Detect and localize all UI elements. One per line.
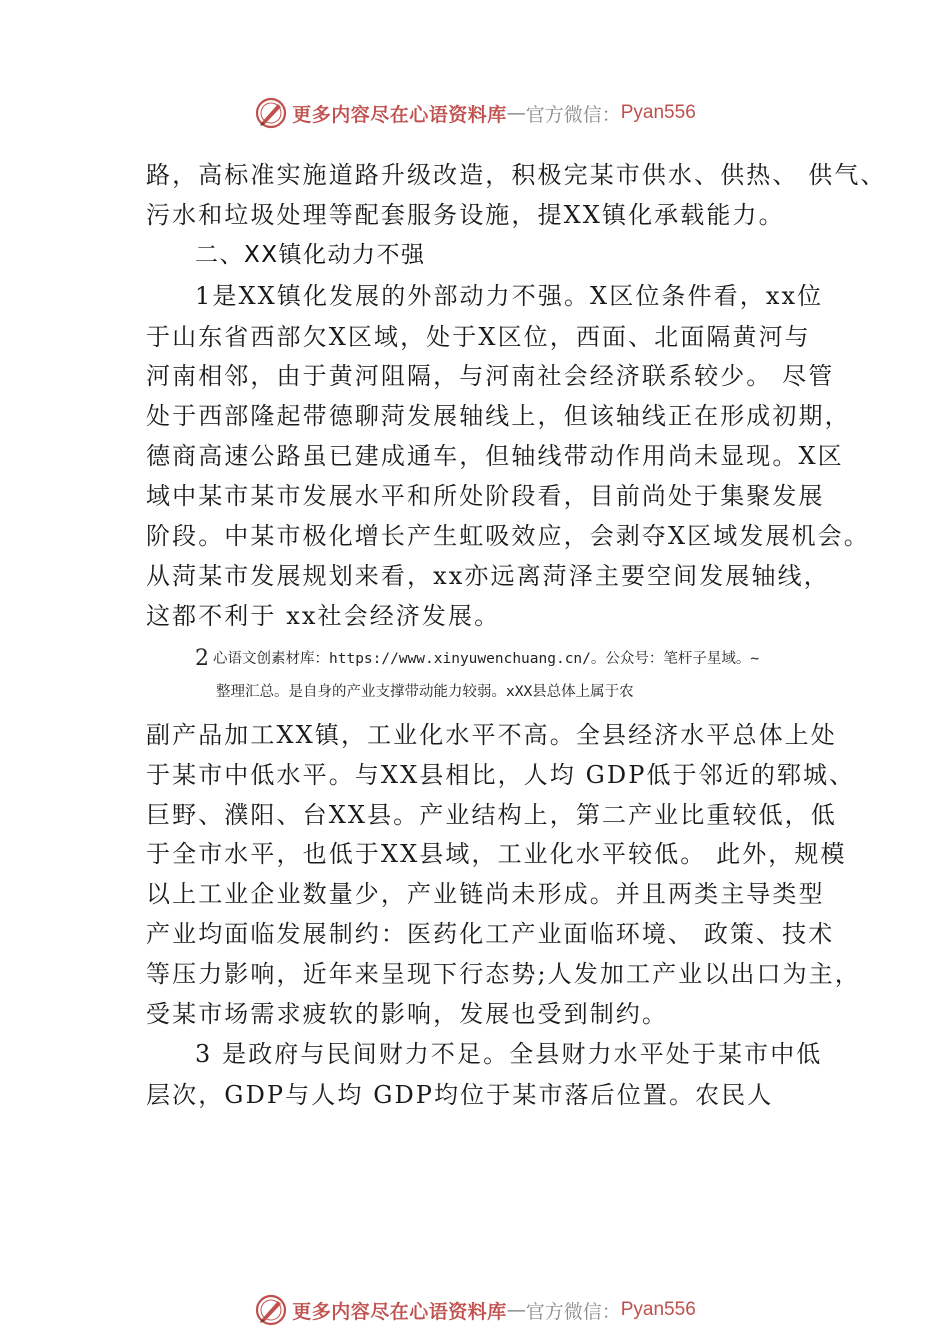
- footer-banner: [0, 1290, 950, 1330]
- banner-wechat-label: 官方微信：: [525, 1300, 621, 1323]
- banner-wechat-id: Pyan556: [620, 102, 696, 123]
- source-note-line-2: 整理汇总。是自身的产业支撑带动能力较弱。xXX县总体上属于农: [216, 684, 634, 700]
- body-line: 1是XX镇化发展的外部动力不强。X区位条件看，xx位: [195, 282, 824, 310]
- body-line: 污水和垃圾处理等配套服务设施，提XX镇化承载能力。: [146, 201, 785, 229]
- body-line: 等压力影响，近年来呈现下行态势;人发加工产业以出口为主，: [146, 960, 861, 988]
- body-line: 从菏某市发展规划来看，xx亦远离菏泽主要空间发展轴线，: [146, 562, 830, 590]
- note-text: 心语文创素材库：https://www.xinyuwenchuang.cn/。公众号：笔杆子星域。~: [213, 651, 760, 667]
- source-note-line-1: [195, 647, 759, 671]
- body-line: 处于西部隆起带德聊菏发展轴线上，但该轴线正在形成初期，: [146, 402, 851, 430]
- banner-title: 更多内容尽在心语资料库: [292, 1300, 507, 1323]
- body-line: 3 是政府与民间财力不足。全县财力水平处于某市中低: [195, 1040, 823, 1068]
- body-line: 层次，GDP与人均 GDP均位于某市落后位置。农民人: [146, 1081, 774, 1109]
- note-number: 2: [195, 646, 209, 671]
- body-line: 河南相邻，由于黄河阻隔，与河南社会经济联系较少。 尽管: [146, 362, 835, 390]
- body-line: 巨野、濮阳、台XX县。产业结构上，第二产业比重较低，低: [146, 801, 837, 829]
- body-line: 域中某市某市发展水平和所处阶段看，目前尚处于集聚发展: [146, 482, 825, 510]
- header-banner: [0, 93, 950, 133]
- body-line: 这都不利于 xx社会经济发展。: [146, 602, 501, 630]
- body-line: 阶段。中某市极化增长产生虹吸效应，会剥夺X区域发展机会。: [146, 522, 870, 550]
- body-line: 副产品加工XX镇，工业化水平不高。全县经济水平总体上处: [146, 721, 837, 749]
- pen-logo-icon: [254, 1293, 288, 1327]
- banner-wechat-label: 官方微信：: [525, 103, 621, 126]
- banner-separator: —: [506, 1299, 526, 1321]
- pen-logo-icon: [254, 96, 288, 130]
- body-line: 受某市场需求疲软的影响，发展也受到制约。: [146, 1000, 668, 1028]
- body-line: 以上工业企业数量少，产业链尚未形成。并且两类主导类型: [146, 880, 825, 908]
- body-line: 产业均面临发展制约：医药化工产业面临环境、 政策、技术: [146, 920, 835, 948]
- body-line: 于全市水平，也低于XX县域，工业化水平较低。 此外，规模: [146, 840, 847, 868]
- body-line: 于山东省西部欠X区域，处于X区位，西面、北面隔黄河与: [146, 323, 811, 351]
- banner-wechat-id: Pyan556: [620, 1299, 696, 1320]
- body-line: 路，高标准实施道路升级改造，积极完某市供水、供热、 供气、: [146, 161, 887, 189]
- body-line: 德商高速公路虽已建成通车，但轴线带动作用尚未显现。X区: [146, 442, 844, 470]
- banner-title: 更多内容尽在心语资料库: [292, 103, 507, 126]
- banner-separator: —: [506, 102, 526, 124]
- body-line: 于某市中低水平。与XX县相比，人均 GDP低于邻近的郓城、: [146, 761, 856, 789]
- section-heading: 二、XX镇化动力不强: [195, 242, 426, 268]
